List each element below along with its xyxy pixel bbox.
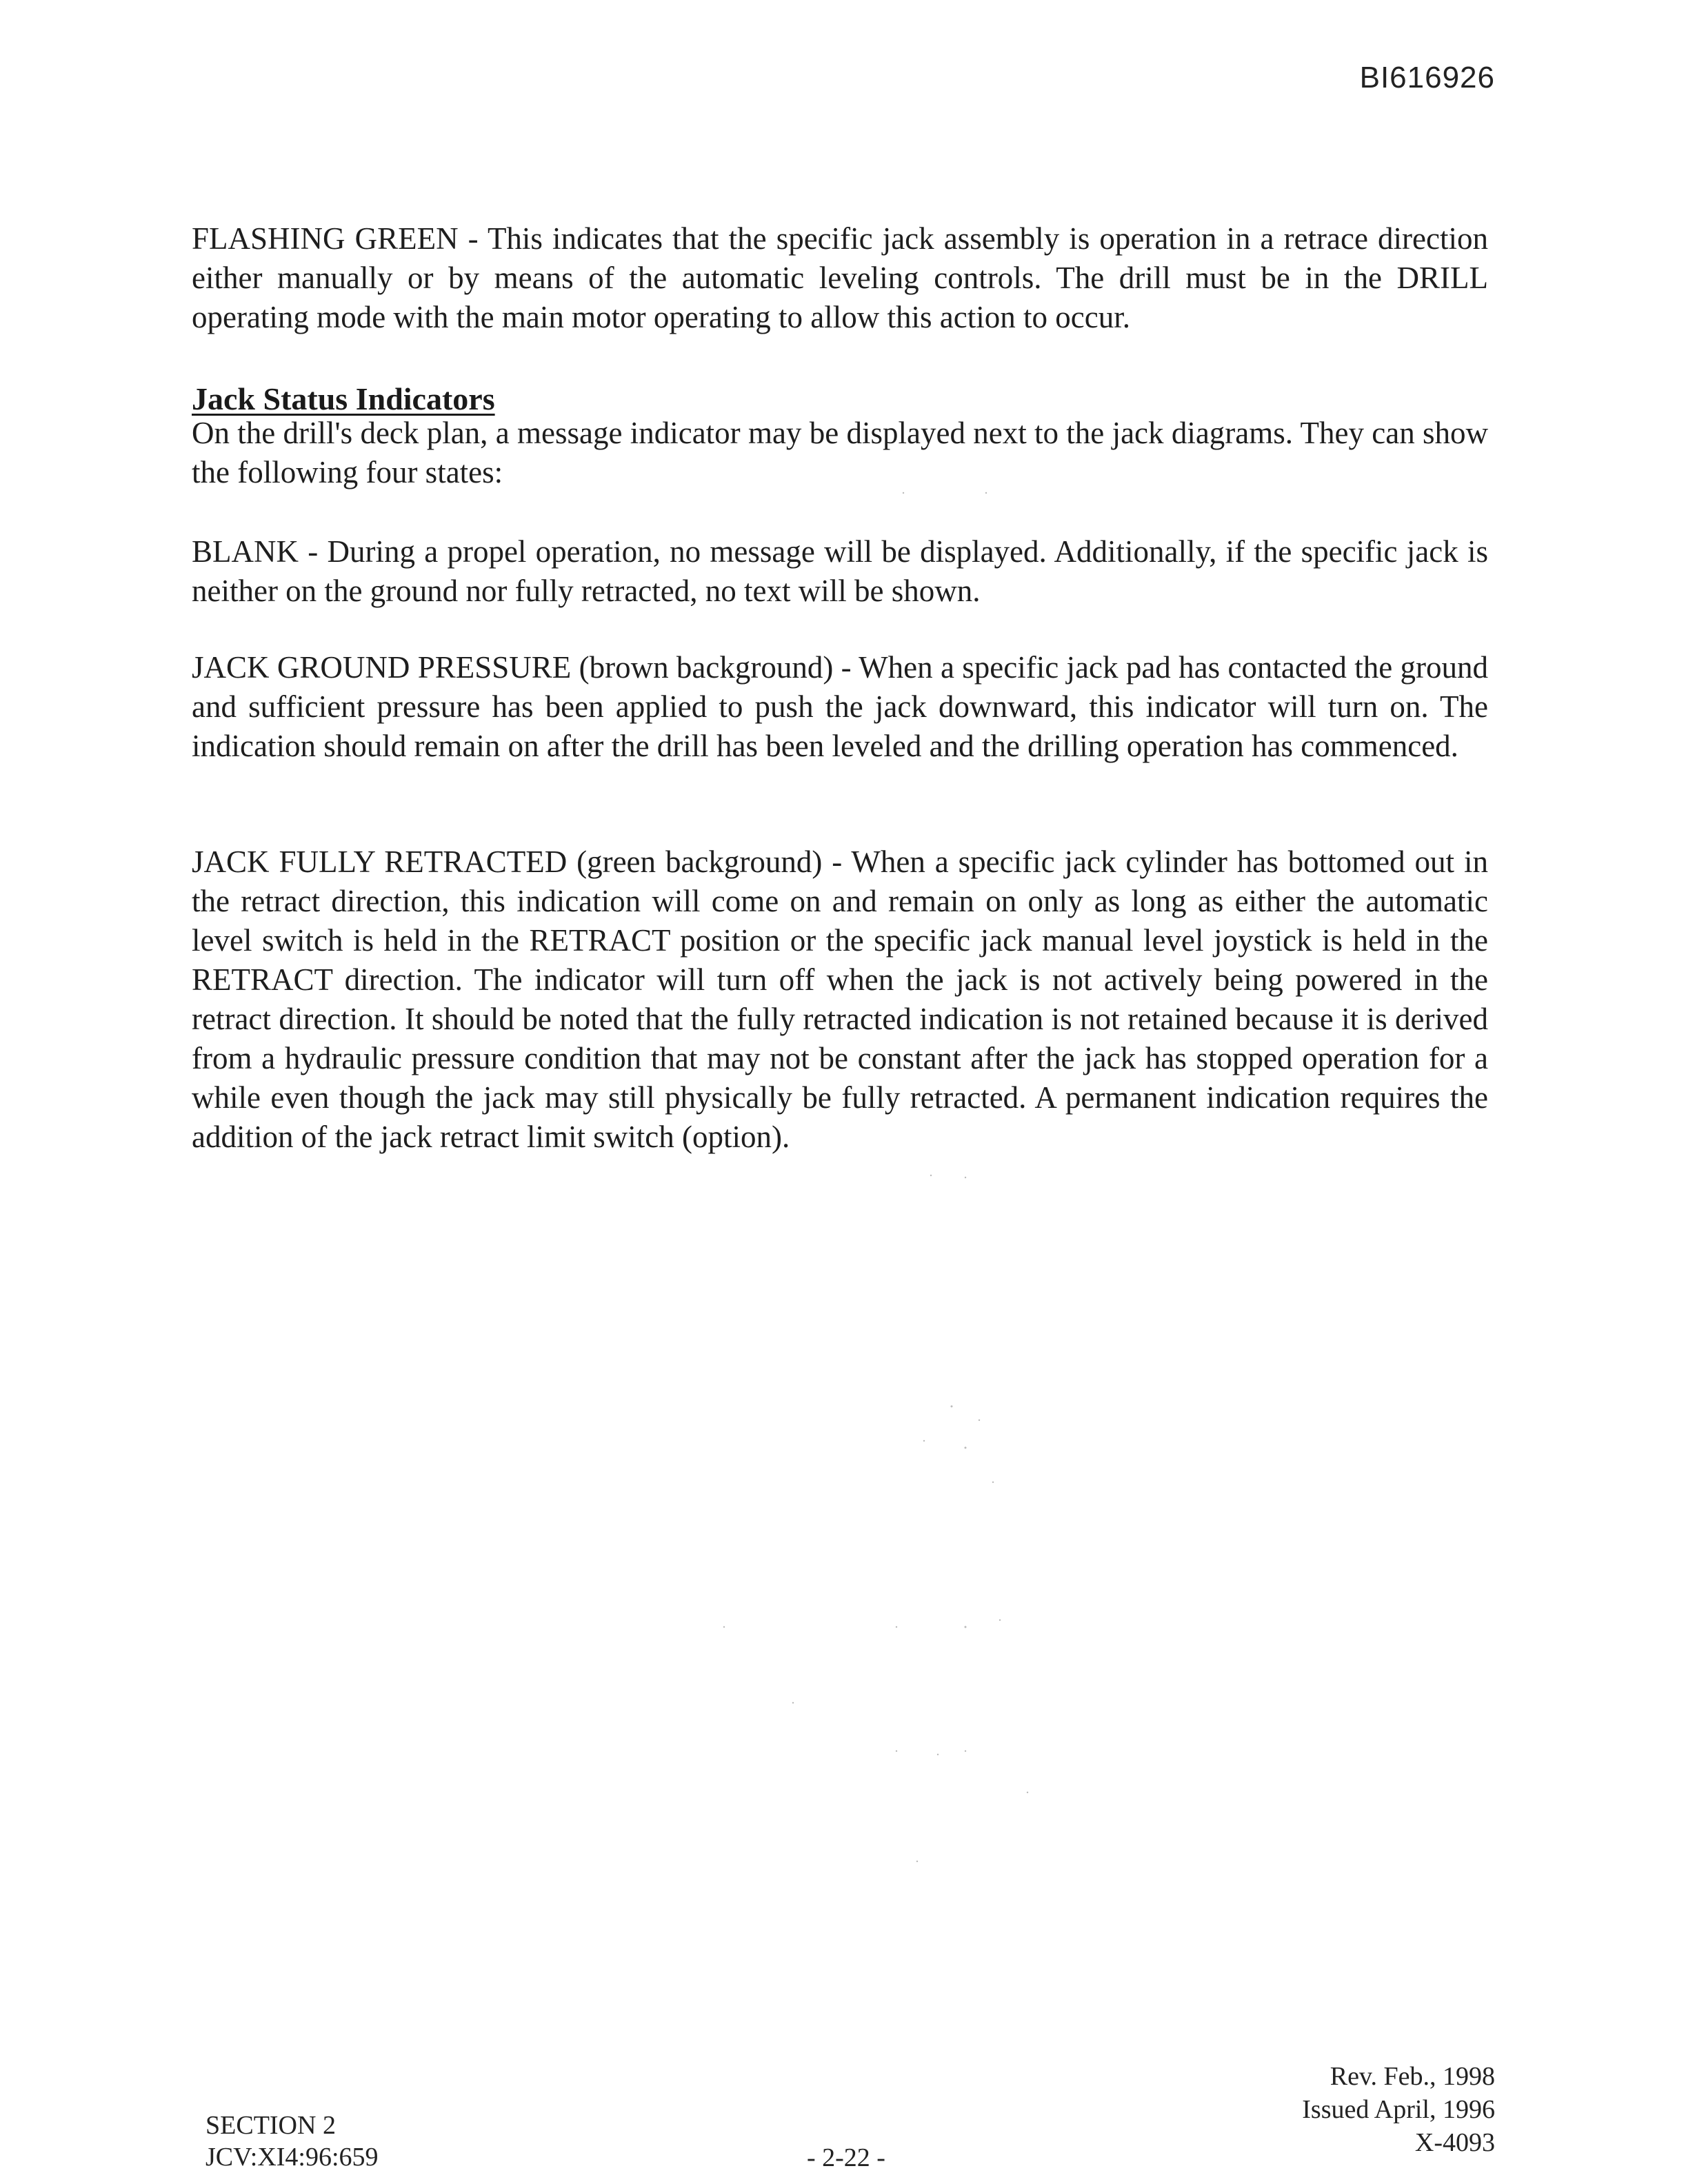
footer-left	[205, 2110, 379, 2173]
footer-issued: Issued April, 1996	[1302, 2095, 1495, 2124]
footer-code: JCV:XI4:96:659	[205, 2143, 379, 2172]
paragraph-flashing-green: FLASHING GREEN - This indicates that the specific jack assembly is operation in a retrace direction either manually or by means of the automatic leveling controls. The drill must be in the DRILL operating mode with the main motor operating to allow this action to occur.	[192, 221, 1488, 334]
document-id: BI616926	[1359, 61, 1495, 94]
page-number: - 2-22 -	[807, 2143, 885, 2172]
paragraph-ground-pressure: JACK GROUND PRESSURE (brown background) - When a specific jack pad has contacted the ground and sufficient pressure has been applied to push the jack downward, this indicator will turn on. The indication should remain on after the drill has been leveled and the drilling operation has commenced.	[192, 650, 1488, 763]
footer-right	[1302, 2060, 1495, 2159]
footer-revision: Rev. Feb., 1998	[1330, 2062, 1495, 2091]
footer-section: SECTION 2	[205, 2111, 336, 2140]
section-heading: Jack Status Indicators	[192, 381, 495, 416]
footer-doc-number: X-4093	[1414, 2128, 1495, 2157]
paragraph-intro: On the drill's deck plan, a message indicator may be displayed next to the jack diagrams. They can show the following four states:	[192, 416, 1488, 489]
paragraph-blank: BLANK - During a propel operation, no message will be displayed. Additionally, if the specific jack is neither on the ground nor fully retracted, no text will be shown.	[192, 534, 1488, 608]
paragraph-fully-retracted: JACK FULLY RETRACTED (green background) - When a specific jack cylinder has bottomed out in the retract direction, this indication will come on and remain on only as long as either the automatic level switch is held in the RETRACT position or the specific jack manual level joystick is held in the RETRACT direction. The indicator will turn off when the jack is not actively being powered in the retract direction. It should be noted that the fully retracted indication is not retained because it is derived from a hydraulic pressure condition that may not be constant after the jack has stopped operation for a while even though the jack may still physically be fully retracted. A permanent indication requires the addition of the jack retract limit switch (option).	[192, 845, 1488, 1154]
